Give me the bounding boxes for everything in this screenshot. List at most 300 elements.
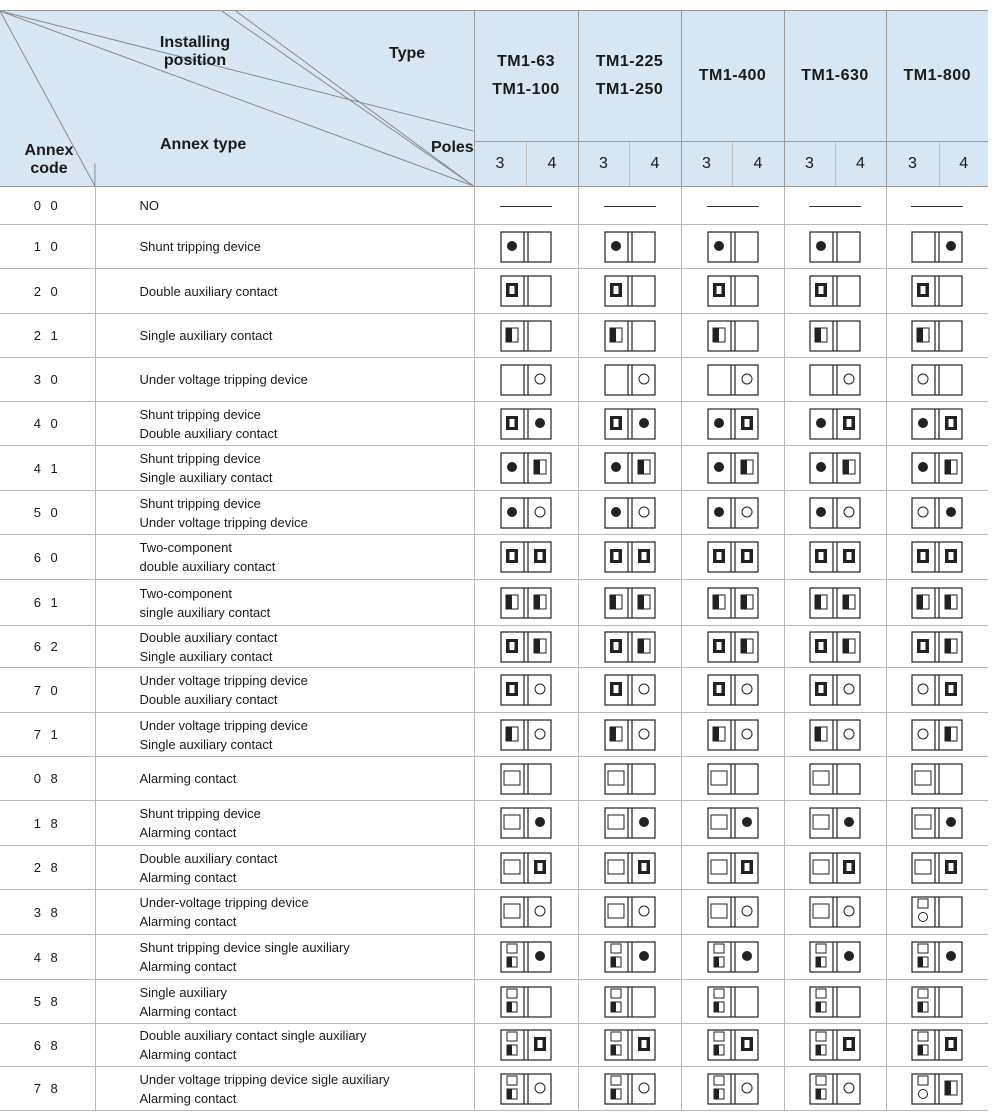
annex-symbol: [604, 674, 656, 706]
symbol-cell: [784, 980, 886, 1024]
annex-symbol: [809, 807, 861, 839]
installing-position-label: Installing position: [159, 34, 231, 69]
annex-type: [95, 626, 474, 668]
annex-type-line: Double auxiliary contact: [139, 850, 278, 866]
annex-type-line: single auxiliary contact: [139, 604, 271, 620]
symbol-cell: [474, 269, 578, 314]
symbol-cell: [681, 801, 784, 846]
symbol-cell: [886, 713, 988, 757]
pole-3-header: 3: [784, 142, 835, 187]
annex-type: [95, 314, 474, 358]
annex-symbol: [707, 497, 759, 529]
annex-symbol: [604, 807, 656, 839]
annex-symbol: [809, 587, 861, 619]
type-label: Type: [389, 45, 426, 62]
symbol-cell: [578, 225, 681, 269]
annex-code: 2 0: [0, 269, 95, 314]
symbol-cell: [578, 314, 681, 358]
annex-type-line: Shunt tripping device: [139, 806, 261, 821]
shunt-trip-symbol: [535, 418, 545, 428]
symbol-cell: [578, 1024, 681, 1067]
annex-type: [95, 402, 474, 446]
annex-symbol: [500, 320, 552, 352]
annex-symbol: [707, 631, 759, 663]
shunt-trip-symbol: [918, 418, 928, 428]
annex-type-line: Single auxiliary contact: [139, 648, 273, 664]
annex-type-line: Under voltage tripping device: [139, 372, 308, 387]
annex-code-label: Annex code: [24, 142, 74, 177]
annex-symbol: [911, 986, 963, 1018]
symbol-cell: [681, 980, 784, 1024]
annex-symbol: [500, 1073, 552, 1105]
annex-code: 6 0: [0, 535, 95, 580]
model-header: TM1-800: [886, 11, 988, 142]
table-row: [0, 358, 988, 402]
annex-type-line: Alarming contact: [139, 959, 237, 974]
annex-symbol: [809, 674, 861, 706]
annex-symbol: [604, 452, 656, 484]
annex-symbol: [911, 941, 963, 973]
symbol-cell: [681, 446, 784, 491]
pole-4-header: 4: [835, 142, 886, 187]
pole-4-header: 4: [526, 142, 578, 187]
shunt-trip-symbol: [639, 418, 649, 428]
annex-code: 6 8: [0, 1024, 95, 1067]
symbol-cell: [784, 491, 886, 535]
shunt-trip-symbol: [742, 817, 752, 827]
annex-code: 1 8: [0, 801, 95, 846]
annex-symbol: [911, 364, 963, 396]
symbol-cell: [578, 187, 681, 225]
annex-code: 2 8: [0, 846, 95, 890]
annex-symbol: [809, 408, 861, 440]
annex-symbol: [707, 719, 759, 751]
annex-symbol: [604, 275, 656, 307]
symbol-cell: [886, 890, 988, 935]
symbol-cell: [474, 187, 578, 225]
table-row: [0, 225, 988, 269]
annex-symbol: [911, 452, 963, 484]
symbol-cell: [784, 890, 886, 935]
none-dash: [500, 206, 552, 207]
annex-code: 4 1: [0, 446, 95, 491]
annex-symbol: [911, 719, 963, 751]
annex-type-line: Shunt tripping device: [139, 239, 261, 254]
symbol-cell: [886, 187, 988, 225]
annex-type: [95, 580, 474, 626]
annex-type: [95, 846, 474, 890]
annex-symbol: [707, 275, 759, 307]
annex-type-line: Shunt tripping device: [139, 451, 261, 466]
model-header: TM1-400: [681, 11, 784, 142]
model-header: TM1-225 TM1-250: [578, 11, 681, 142]
annex-code: 0 0: [0, 187, 95, 225]
model-header: TM1-630: [784, 11, 886, 142]
symbol-cell: [784, 713, 886, 757]
annex-type-line: Alarming contact: [139, 1047, 237, 1062]
annex-symbol: [809, 1073, 861, 1105]
annex-symbol: [500, 631, 552, 663]
symbol-cell: [886, 801, 988, 846]
symbol-cell: [578, 269, 681, 314]
symbol-cell: [784, 801, 886, 846]
shunt-trip-symbol: [639, 951, 649, 961]
symbol-cell: [681, 668, 784, 713]
annex-type-line: Two-component: [139, 540, 232, 555]
annex-type-line: Shunt tripping device: [139, 406, 261, 422]
shunt-trip-symbol: [816, 241, 826, 251]
annex-symbol: [809, 320, 861, 352]
symbol-cell: [681, 935, 784, 980]
symbol-cell: [886, 846, 988, 890]
symbol-cell: [784, 846, 886, 890]
symbol-cell: [784, 580, 886, 626]
symbol-cell: [578, 668, 681, 713]
annex-symbol: [809, 852, 861, 884]
annex-code: 4 0: [0, 402, 95, 446]
annex-symbol: [604, 941, 656, 973]
annex-type-line: Alarming contact: [139, 914, 237, 929]
annex-symbol: [604, 763, 656, 795]
annex-type-line: Alarming contact: [139, 1090, 237, 1106]
annex-symbol: [809, 941, 861, 973]
symbol-cell: [474, 491, 578, 535]
annex-symbol: [500, 587, 552, 619]
annex-type: [95, 713, 474, 757]
symbol-cell: [681, 713, 784, 757]
annex-type: [95, 446, 474, 491]
diagonal-header: [0, 11, 474, 187]
annex-symbol: [809, 364, 861, 396]
annex-code: 7 1: [0, 713, 95, 757]
annex-type-line: Single auxiliary contact: [139, 470, 273, 485]
annex-rows: [0, 187, 988, 1111]
annex-code: 2 1: [0, 314, 95, 358]
annex-symbol: [809, 541, 861, 573]
annex-symbol: [500, 541, 552, 573]
annex-symbol: [500, 231, 552, 263]
annex-type-line: Shunt tripping device single auxiliary: [139, 940, 350, 955]
symbol-cell: [474, 757, 578, 801]
table-row: [0, 668, 988, 713]
table-row: [0, 980, 988, 1024]
annex-symbol: [809, 986, 861, 1018]
annex-symbol: [911, 896, 963, 928]
annex-type: [95, 757, 474, 801]
annex-code: 4 8: [0, 935, 95, 980]
annex-table: [0, 10, 988, 1111]
table-row: [0, 402, 988, 446]
symbol-cell: [886, 358, 988, 402]
symbol-cell: [886, 1024, 988, 1067]
annex-symbol: [707, 231, 759, 263]
shunt-trip-symbol: [946, 241, 956, 251]
annex-code: 5 8: [0, 980, 95, 1024]
symbol-cell: [886, 668, 988, 713]
shunt-trip-symbol: [714, 241, 724, 251]
symbol-cell: [681, 269, 784, 314]
symbol-cell: [474, 358, 578, 402]
symbol-cell: [474, 580, 578, 626]
symbol-cell: [784, 1024, 886, 1067]
symbol-cell: [681, 890, 784, 935]
annex-type: [95, 225, 474, 269]
symbol-cell: [681, 491, 784, 535]
table-row: [0, 269, 988, 314]
annex-symbol: [911, 1029, 963, 1061]
symbol-cell: [681, 757, 784, 801]
symbol-cell: [784, 187, 886, 225]
annex-type-line: Alarming contact: [139, 1003, 237, 1019]
annex-symbol: [911, 1073, 963, 1105]
annex-symbol: [809, 896, 861, 928]
shunt-trip-symbol: [844, 817, 854, 827]
symbol-cell: [784, 358, 886, 402]
symbol-cell: [886, 980, 988, 1024]
poles-label: Poles: [431, 139, 474, 156]
annex-symbol: [604, 541, 656, 573]
annex-symbol: [707, 674, 759, 706]
pole-4-header: 4: [629, 142, 681, 187]
pole-3-header: 3: [681, 142, 732, 187]
annex-type-line: Under voltage tripping device sigle auxiliary: [139, 1071, 390, 1087]
annex-symbol: [604, 320, 656, 352]
shunt-trip-symbol: [816, 418, 826, 428]
symbol-cell: [784, 668, 886, 713]
annex-type: [95, 980, 474, 1024]
table-row: [0, 535, 988, 580]
symbol-cell: [886, 580, 988, 626]
symbol-cell: [474, 935, 578, 980]
annex-code: 6 2: [0, 626, 95, 668]
annex-symbol: [707, 896, 759, 928]
annex-type-line: Under voltage tripping device: [139, 717, 308, 733]
symbol-cell: [886, 935, 988, 980]
symbol-cell: [886, 314, 988, 358]
annex-symbol: [604, 1029, 656, 1061]
symbol-cell: [681, 626, 784, 668]
symbol-cell: [578, 757, 681, 801]
table-row: [0, 935, 988, 980]
annex-symbol: [911, 320, 963, 352]
symbol-cell: [681, 846, 784, 890]
annex-type-line: NO: [139, 198, 159, 213]
annex-type-line: Alarming contact: [139, 771, 237, 786]
annex-symbol: [809, 231, 861, 263]
none-dash: [809, 206, 861, 207]
annex-type-line: Double auxiliary contact: [139, 629, 278, 645]
annex-symbol: [604, 986, 656, 1018]
annex-type-line: Shunt tripping device: [139, 495, 261, 511]
table-row: [0, 713, 988, 757]
model-header: TM1-63 TM1-100: [474, 11, 578, 142]
annex-type-label: Annex type: [160, 136, 247, 153]
pole-3-header: 3: [578, 142, 629, 187]
annex-symbol: [809, 1029, 861, 1061]
symbol-cell: [886, 626, 988, 668]
annex-symbol: [911, 275, 963, 307]
annex-type: [95, 890, 474, 935]
symbol-cell: [578, 446, 681, 491]
symbol-cell: [784, 626, 886, 668]
annex-code: 5 0: [0, 491, 95, 535]
annex-symbol: [500, 807, 552, 839]
annex-symbol: [707, 364, 759, 396]
pole-4-header: 4: [939, 142, 988, 187]
annex-symbol: [707, 807, 759, 839]
annex-symbol: [809, 719, 861, 751]
symbol-cell: [474, 1067, 578, 1111]
annex-code: 3 8: [0, 890, 95, 935]
annex-symbol: [500, 275, 552, 307]
shunt-trip-symbol: [946, 951, 956, 961]
annex-symbol: [707, 986, 759, 1018]
symbol-cell: [784, 1067, 886, 1111]
annex-symbol: [911, 231, 963, 263]
symbol-cell: [474, 402, 578, 446]
table-row: [0, 314, 988, 358]
shunt-trip-symbol: [535, 951, 545, 961]
annex-symbol: [500, 719, 552, 751]
symbol-cell: [886, 491, 988, 535]
table-row: [0, 1024, 988, 1067]
annex-symbol: [707, 763, 759, 795]
shunt-trip-symbol: [507, 241, 517, 251]
symbol-cell: [681, 358, 784, 402]
annex-symbol: [604, 587, 656, 619]
annex-symbol: [604, 497, 656, 529]
annex-type-line: Double auxiliary contact: [139, 283, 278, 299]
table-row: [0, 491, 988, 535]
symbol-cell: [886, 269, 988, 314]
table-row: [0, 187, 988, 225]
table-row: [0, 626, 988, 668]
annex-type: [95, 668, 474, 713]
annex-symbol: [500, 941, 552, 973]
symbol-cell: [681, 314, 784, 358]
annex-symbol: [911, 631, 963, 663]
symbol-cell: [681, 402, 784, 446]
annex-type-line: Double auxiliary contact: [139, 692, 278, 707]
annex-symbol: [707, 408, 759, 440]
symbol-cell: [474, 1024, 578, 1067]
symbol-cell: [886, 225, 988, 269]
symbol-cell: [578, 626, 681, 668]
annex-type: [95, 1067, 474, 1111]
annex-symbol: [604, 408, 656, 440]
annex-symbol: [500, 408, 552, 440]
symbol-cell: [474, 846, 578, 890]
symbol-cell: [681, 225, 784, 269]
annex-symbol: [707, 1029, 759, 1061]
symbol-cell: [681, 1067, 784, 1111]
annex-symbol: [604, 896, 656, 928]
annex-type-line: Double auxiliary contact single auxiliary: [139, 1028, 367, 1043]
annex-symbol: [500, 452, 552, 484]
symbol-cell: [784, 314, 886, 358]
shunt-trip-symbol: [816, 507, 826, 517]
symbol-cell: [784, 225, 886, 269]
annex-code: 7 0: [0, 668, 95, 713]
annex-symbol: [500, 1029, 552, 1061]
shunt-trip-symbol: [611, 507, 621, 517]
annex-symbol: [604, 364, 656, 396]
symbol-cell: [681, 187, 784, 225]
annex-symbol: [809, 497, 861, 529]
symbol-cell: [784, 269, 886, 314]
shunt-trip-symbol: [507, 507, 517, 517]
symbol-cell: [886, 757, 988, 801]
symbol-cell: [578, 491, 681, 535]
none-dash: [604, 206, 656, 207]
annex-symbol: [911, 408, 963, 440]
annex-symbol: [707, 852, 759, 884]
annex-symbol: [500, 497, 552, 529]
symbol-cell: [784, 757, 886, 801]
annex-type-line: Single auxiliary: [139, 984, 227, 1000]
annex-type: [95, 935, 474, 980]
annex-type: [95, 491, 474, 535]
symbol-cell: [578, 713, 681, 757]
annex-symbol: [604, 852, 656, 884]
annex-symbol: [911, 807, 963, 839]
shunt-trip-symbol: [816, 462, 826, 472]
annex-code: 1 0: [0, 225, 95, 269]
annex-type: [95, 535, 474, 580]
symbol-cell: [886, 446, 988, 491]
shunt-trip-symbol: [714, 507, 724, 517]
annex-symbol: [911, 763, 963, 795]
symbol-cell: [578, 535, 681, 580]
symbol-cell: [474, 314, 578, 358]
none-dash: [911, 206, 963, 207]
symbol-cell: [578, 980, 681, 1024]
annex-type-line: Double auxiliary contact: [139, 425, 278, 441]
annex-symbol: [604, 231, 656, 263]
shunt-trip-symbol: [742, 951, 752, 961]
shunt-trip-symbol: [611, 462, 621, 472]
none-dash: [707, 206, 759, 207]
annex-symbol: [911, 541, 963, 573]
annex-type-line: Single auxiliary contact: [139, 328, 273, 343]
annex-symbol: [809, 763, 861, 795]
pole-3-header: 3: [886, 142, 939, 187]
shunt-trip-symbol: [946, 507, 956, 517]
symbol-cell: [474, 668, 578, 713]
symbol-cell: [784, 935, 886, 980]
annex-type: [95, 1024, 474, 1067]
annex-symbol: [604, 1073, 656, 1105]
annex-symbol: [500, 674, 552, 706]
symbol-cell: [578, 1067, 681, 1111]
symbol-cell: [474, 225, 578, 269]
symbol-cell: [474, 713, 578, 757]
symbol-cell: [578, 890, 681, 935]
annex-type: [95, 187, 474, 225]
shunt-trip-symbol: [918, 462, 928, 472]
pole-3-header: 3: [474, 142, 526, 187]
table-row: [0, 446, 988, 491]
symbol-cell: [474, 626, 578, 668]
annex-symbol: [809, 631, 861, 663]
symbol-cell: [681, 1024, 784, 1067]
annex-type-line: Alarming contact: [139, 869, 237, 885]
symbol-cell: [784, 446, 886, 491]
symbol-cell: [681, 580, 784, 626]
annex-type-line: Single auxiliary contact: [139, 736, 273, 752]
annex-type-line: Two-component: [139, 585, 232, 601]
symbol-cell: [578, 402, 681, 446]
